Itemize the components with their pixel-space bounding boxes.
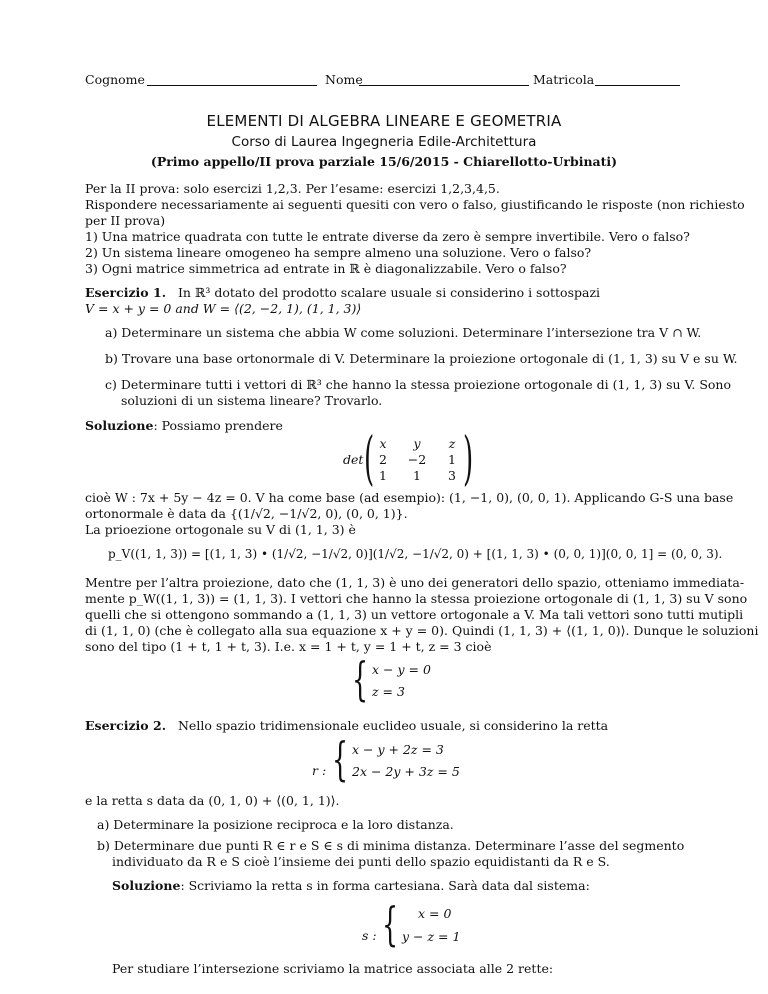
- course-title: Corso di Laurea Ingegneria Edile-Architettura: [231, 134, 537, 150]
- exercise-2-solution: [112, 878, 590, 894]
- exercise-2-line-s: e la retta s data da (0, 1, 0) + ⟨(0, 1, 1)⟩.: [85, 793, 340, 808]
- exercise-1-text: In ℝ³ dotato del prodotto scalare usuale si considerino i sottospazi: [177, 285, 601, 300]
- name-field[interactable]: [359, 85, 529, 86]
- solution-line: cioè W : 7x + 5y − 4z = 0. V ha come base (ad esempio): (1, −1, 0), (0, 0, 1). Applicando G-S una base: [85, 490, 734, 505]
- system-eq-2: z = 3: [372, 684, 405, 699]
- question-2: 2) Un sistema lineare omogeneo ha sempre almeno una soluzione. Vero o falso?: [85, 245, 592, 260]
- solution-line: mente p_W((1, 1, 3)) = (1, 1, 3). I vettori che hanno la stessa proiezione ortogonale di (1, 1, 3) su V sono: [85, 591, 748, 606]
- line-r-eq-1: x − y + 2z = 3: [352, 742, 444, 757]
- exercise-1-solution: [85, 418, 283, 434]
- surname-label: Cognome: [85, 72, 145, 87]
- solution-intro: : Possiamo prendere: [153, 418, 283, 433]
- matrix-cell: 1: [413, 468, 421, 483]
- exercise-1-item-a: a) Determinare un sistema che abbia W come soluzioni. Determinare l’intersezione tra V ∩ W.: [105, 325, 702, 340]
- exercise-1-label: Esercizio 1.: [85, 285, 167, 300]
- line-s-eq-1: x = 0: [418, 906, 452, 921]
- intro-line: Rispondere necessariamente ai seguenti quesiti con vero o falso, giustificando le risposte (non richiesto: [85, 197, 745, 212]
- intro-line: per II prova): [85, 213, 166, 228]
- system-eq-1: x − y = 0: [372, 662, 431, 677]
- line-r-eq-2: 2x − 2y + 3z = 5: [352, 764, 460, 779]
- matrix-cell: z: [448, 436, 456, 451]
- solution-intro: : Scriviamo la retta s in forma cartesiana. Sarà data dal sistema:: [180, 878, 590, 893]
- matrix-cell: 3: [448, 468, 456, 483]
- solution-line: sono del tipo (1 + t, 1 + t, 3). I.e. x = 1 + t, y = 1 + t, z = 3 cioè: [85, 639, 492, 654]
- matrix-cell: x: [379, 436, 387, 451]
- matrix-cell: y: [413, 436, 421, 451]
- solution-label: Soluzione: [85, 418, 154, 433]
- matrix-cell: 2: [379, 452, 387, 467]
- line-r-name: r :: [312, 763, 327, 778]
- solution-line: La prioezione ortogonale su V di (1, 1, 3) è: [85, 522, 356, 537]
- projection-formula: p_V((1, 1, 3)) = [(1, 1, 3) • (1/√2, −1/√2, 0)](1/√2, −1/√2, 0) + [(1, 1, 3) • (0, 0, 1)](0, 0, 1] = (0, 0, 3).: [108, 547, 723, 561]
- right-paren: ): [463, 424, 474, 492]
- matrix-cell: −2: [407, 452, 427, 467]
- line-s-eq-2: y − z = 1: [402, 929, 461, 944]
- exercise-1-spaces: V = x + y = 0 and W = ⟨(2, −2, 1), (1, 1, 3)⟩: [85, 301, 362, 316]
- line-s-brace: {: [382, 897, 399, 951]
- exercise-2-item-b: b) Determinare due punti R ∈ r e S ∈ s di minima distanza. Determinare l’asse del segmento: [97, 838, 685, 853]
- intro-line: Per la II prova: solo esercizi 1,2,3. Per l’esame: esercizi 1,2,3,4,5.: [85, 181, 500, 196]
- document-title: ELEMENTI DI ALGEBRA LINEARE E GEOMETRIA: [206, 112, 562, 130]
- name-label: Nome: [325, 72, 363, 87]
- det-label: det: [343, 452, 364, 467]
- system-brace: {: [352, 652, 369, 706]
- solution-line: quelli che si ottengono sommando a (1, 1, 3) un vettore ortogonale a V. Ma tali vettori sono tutti mutipli: [85, 607, 744, 622]
- exam-subtitle: (Primo appello/II prova parziale 15/6/2015 - Chiarellotto-Urbinati): [150, 154, 618, 169]
- exercise-2-text: Nello spazio tridimensionale euclideo usuale, si considerino la retta: [177, 718, 609, 733]
- question-3: 3) Ogni matrice simmetrica ad entrate in ℝ è diagonalizzabile. Vero o falso?: [85, 261, 567, 276]
- matrix-cell: 1: [379, 468, 387, 483]
- question-1: 1) Una matrice quadrata con tutte le entrate diverse da zero è sempre invertibile. Vero o falso?: [85, 229, 690, 244]
- id-label: Matricola: [533, 72, 595, 87]
- exercise-2-item-a: a) Determinare la posizione reciproca e la loro distanza.: [97, 817, 454, 832]
- exercise-1-item-c: c) Determinare tutti i vettori di ℝ³ che hanno la stessa proiezione ortogonale di (1, 1, 3) su V. Sono: [105, 377, 732, 392]
- exercise-1-statement: [85, 285, 600, 301]
- exercise-2-label: Esercizio 2.: [85, 718, 167, 733]
- line-r-brace: {: [332, 732, 349, 786]
- solution-line: Mentre per l’altra proiezione, dato che (1, 1, 3) è uno dei generatori dello spazio, otteniamo immediata-: [85, 575, 745, 590]
- solution-line: ortonormale è data da {(1/√2, −1/√2, 0), (0, 0, 1)}.: [85, 506, 408, 521]
- exercise-2-item-b-cont: individuato da R e S cioè l’insieme dei punti dello spazio equidistanti da R e S.: [112, 854, 610, 869]
- id-field[interactable]: [595, 85, 680, 86]
- solution-line: Per studiare l’intersezione scriviamo la matrice associata alle 2 rette:: [112, 961, 554, 976]
- matrix-cell: 1: [448, 452, 456, 467]
- surname-field[interactable]: [147, 85, 317, 86]
- solution-label: Soluzione: [112, 878, 181, 893]
- solution-line: di (1, 1, 0) (che è collegato alla sua equazione x + y = 0). Quindi (1, 1, 3) + ⟨(1, 1, 0)⟩. Dunque le soluzioni: [85, 623, 759, 638]
- line-s-name: s :: [362, 928, 377, 943]
- exercise-1-item-c-cont: soluzioni di un sistema lineare? Trovarlo.: [121, 393, 383, 408]
- left-paren: (: [364, 424, 375, 492]
- exercise-1-item-b: b) Trovare una base ortonormale di V. Determinare la proiezione ortogonale di (1, 1, 3) su V e su W.: [105, 351, 738, 366]
